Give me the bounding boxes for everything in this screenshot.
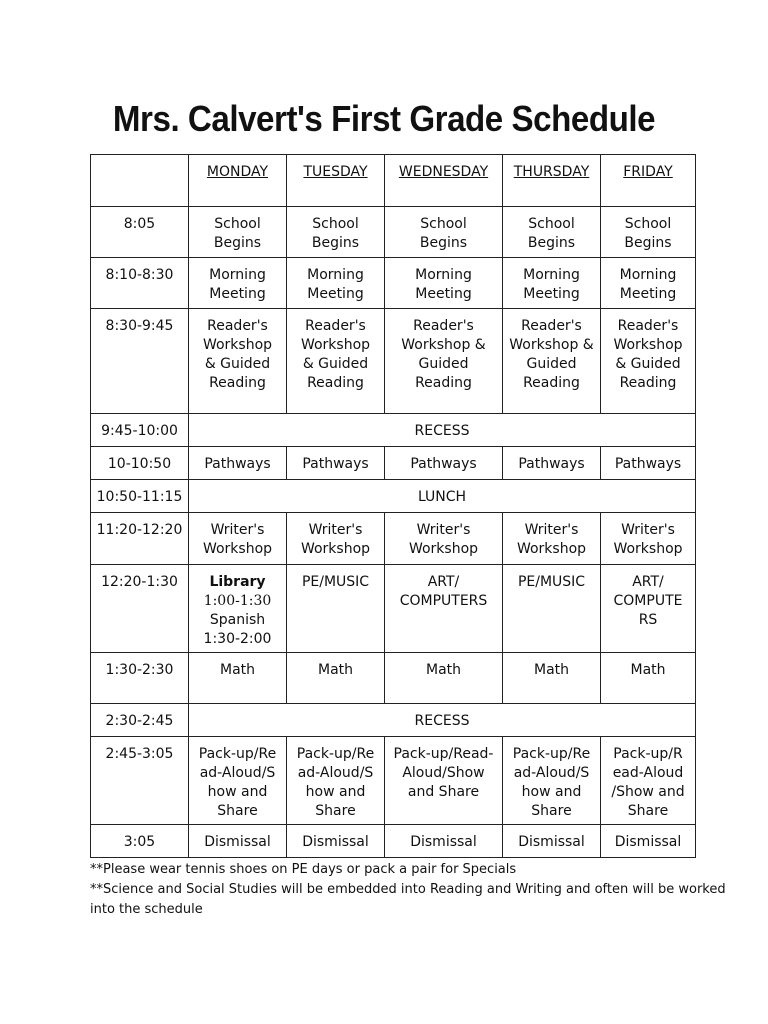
specials-cell: PE/MUSIC xyxy=(287,565,385,653)
table-row xyxy=(91,258,696,309)
day-header-thursday: THURSDAY xyxy=(503,155,601,207)
schedule-cell: Morning Meeting xyxy=(287,258,385,309)
time-cell: 12:20-1:30 xyxy=(91,565,189,653)
time-cell: 10-10:50 xyxy=(91,447,189,480)
table-row xyxy=(91,737,696,825)
schedule-cell: Dismissal xyxy=(189,825,287,858)
time-cell: 8:05 xyxy=(91,207,189,258)
table-row xyxy=(91,414,696,447)
schedule-cell: School Begins xyxy=(601,207,696,258)
spanish-time: 1:30-2:00 xyxy=(203,631,272,647)
schedule-cell: Dismissal xyxy=(601,825,696,858)
schedule-cell: Reader's Workshop & Guided Reading xyxy=(503,309,601,414)
lunch-cell: LUNCH xyxy=(189,480,696,513)
table-row xyxy=(91,704,696,737)
corner-cell xyxy=(91,155,189,207)
table-row xyxy=(91,447,696,480)
schedule-cell: Pack-up/Re ad-Aloud/S how and Share xyxy=(189,737,287,825)
library-time: 1:00-1:30 xyxy=(203,593,272,609)
schedule-cell: Math xyxy=(287,653,385,704)
footnote-shoes: **Please wear tennis shoes on PE days or pack a pair for Specials xyxy=(90,862,517,877)
schedule-cell: Morning Meeting xyxy=(503,258,601,309)
time-cell: 2:45-3:05 xyxy=(91,737,189,825)
table-row xyxy=(91,565,696,653)
specials-cell: ART/ COMPUTE RS xyxy=(601,565,696,653)
schedule-cell: Pathways xyxy=(189,447,287,480)
schedule-cell: Pack-up/Re ad-Aloud/S how and Share xyxy=(287,737,385,825)
time-cell: 1:30-2:30 xyxy=(91,653,189,704)
schedule-cell: Math xyxy=(385,653,503,704)
schedule-cell: Dismissal xyxy=(503,825,601,858)
library-cell xyxy=(189,565,287,653)
schedule-cell: Dismissal xyxy=(385,825,503,858)
schedule-cell: Writer's Workshop xyxy=(287,513,385,565)
table-row xyxy=(91,825,696,858)
schedule-cell: Writer's Workshop xyxy=(601,513,696,565)
schedule-cell: Math xyxy=(601,653,696,704)
time-cell: 3:05 xyxy=(91,825,189,858)
schedule-cell: Pack-up/Read- Aloud/Show and Share xyxy=(385,737,503,825)
time-cell: 11:20-12:20 xyxy=(91,513,189,565)
header-row xyxy=(91,155,696,207)
schedule-cell: Pack-up/Re ad-Aloud/S how and Share xyxy=(503,737,601,825)
time-cell: 8:10-8:30 xyxy=(91,258,189,309)
table-row xyxy=(91,309,696,414)
schedule-cell: Pathways xyxy=(601,447,696,480)
table-row xyxy=(91,207,696,258)
spanish-label: Spanish xyxy=(209,612,266,628)
schedule-cell: School Begins xyxy=(385,207,503,258)
table-row xyxy=(91,480,696,513)
schedule-cell: Pack-up/R ead-Aloud /Show and Share xyxy=(601,737,696,825)
time-cell: 9:45-10:00 xyxy=(91,414,189,447)
day-header-wednesday: WEDNESDAY xyxy=(385,155,503,207)
specials-cell: PE/MUSIC xyxy=(503,565,601,653)
schedule-cell: Dismissal xyxy=(287,825,385,858)
time-cell: 8:30-9:45 xyxy=(91,309,189,414)
schedule-cell: Writer's Workshop xyxy=(503,513,601,565)
recess-cell: RECESS xyxy=(189,414,696,447)
schedule-cell: Morning Meeting xyxy=(601,258,696,309)
footnotes xyxy=(90,860,730,920)
schedule-cell: Pathways xyxy=(287,447,385,480)
schedule-cell: Pathways xyxy=(385,447,503,480)
time-cell: 10:50-11:15 xyxy=(91,480,189,513)
time-cell: 2:30-2:45 xyxy=(91,704,189,737)
schedule-cell: Morning Meeting xyxy=(385,258,503,309)
table-row xyxy=(91,653,696,704)
specials-cell: ART/ COMPUTERS xyxy=(385,565,503,653)
schedule-cell: School Begins xyxy=(503,207,601,258)
schedule-cell: Reader's Workshop & Guided Reading xyxy=(385,309,503,414)
schedule-cell: Reader's Workshop & Guided Reading xyxy=(601,309,696,414)
table-row xyxy=(91,513,696,565)
day-header-friday: FRIDAY xyxy=(601,155,696,207)
schedule-cell: Writer's Workshop xyxy=(189,513,287,565)
schedule-cell: Writer's Workshop xyxy=(385,513,503,565)
day-header-monday: MONDAY xyxy=(189,155,287,207)
footnote-science: **Science and Social Studies will be embedded into Reading and Writing and often will be worked into the schedule xyxy=(90,882,726,917)
recess-cell: RECESS xyxy=(189,704,696,737)
schedule-cell: Reader's Workshop & Guided Reading xyxy=(287,309,385,414)
schedule-cell: School Begins xyxy=(287,207,385,258)
schedule-cell: Math xyxy=(189,653,287,704)
schedule-cell: School Begins xyxy=(189,207,287,258)
library-label: Library xyxy=(209,574,266,590)
page-title: Mrs. Calvert's First Grade Schedule xyxy=(112,98,656,139)
schedule-cell: Reader's Workshop & Guided Reading xyxy=(189,309,287,414)
schedule-cell: Pathways xyxy=(503,447,601,480)
schedule-cell: Math xyxy=(503,653,601,704)
schedule-cell: Morning Meeting xyxy=(189,258,287,309)
schedule-table xyxy=(90,154,696,858)
day-header-tuesday: TUESDAY xyxy=(287,155,385,207)
